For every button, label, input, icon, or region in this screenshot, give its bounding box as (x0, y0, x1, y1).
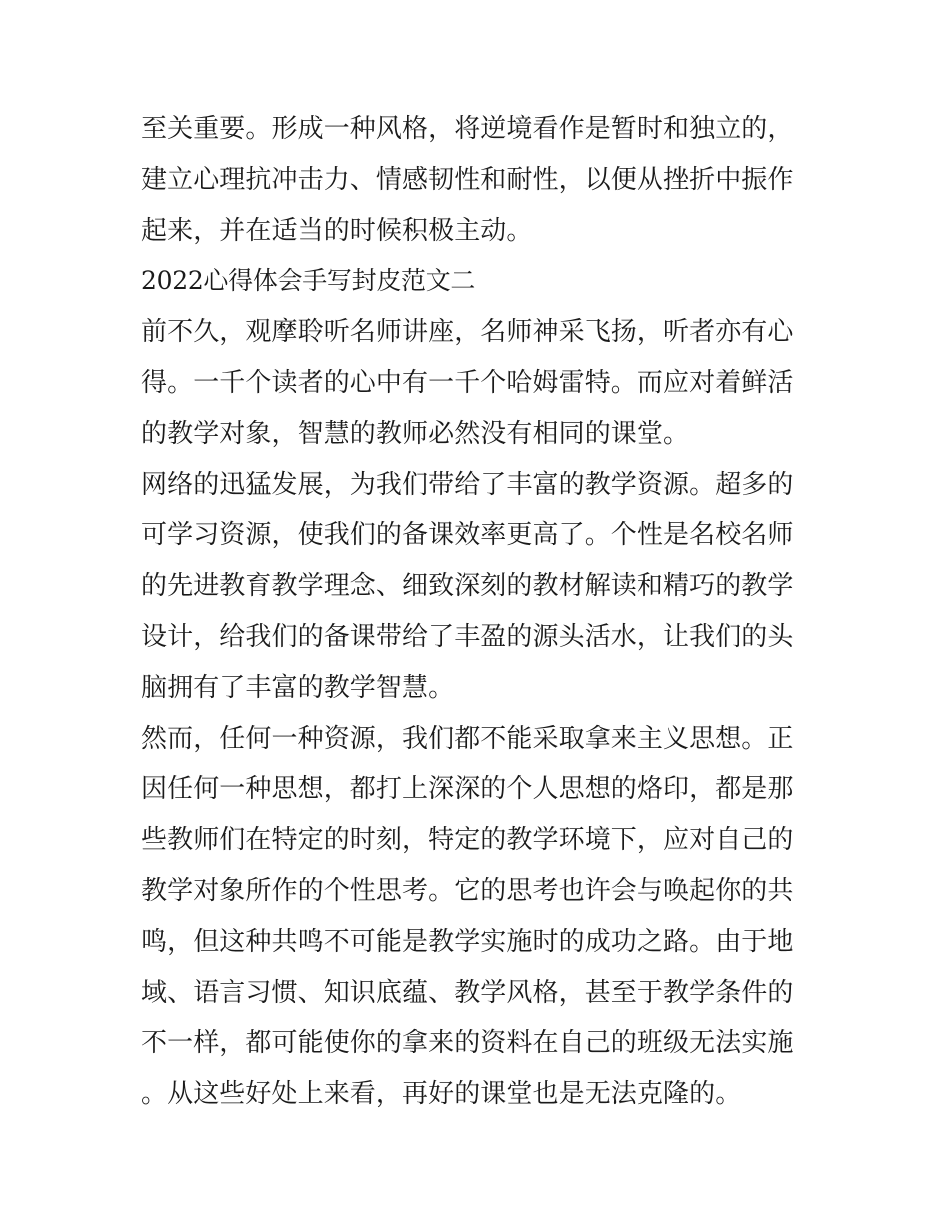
paragraph-no-copy: 然而，任何一种资源，我们都不能采取拿来主义思想。正因任何一种思想，都打上深深的个人思想的烙印，都是那些教师们在特定的时刻，特定的教学环境下，应对自己的教学对象所作的个性思考。它的思考也许会与唤起你的共鸣，但这种共鸣不可能是教学实施时的成功之路。由于地域、语言习惯、知识底蕴、教学风格，甚至于教学条件的不一样，都可能使你的拿来的资料在自己的班级无法实施。从这些好处上来看，再好的课堂也是无法克隆的。 (141, 723, 794, 1110)
paragraph-resources: 网络的迅猛发展，为我们带给了丰富的教学资源。超多的可学习资源，使我们的备课效率更高了。个性是名校名师的先进教育教学理念、细致深刻的教材解读和精巧的教学设计，给我们的备课带给了丰盈的源头活水，让我们的头脑拥有了丰富的教学智慧。 (141, 469, 794, 703)
document-body (141, 104, 813, 1120)
paragraph-resilience: 至关重要。形成一种风格，将逆境看作是暂时和独立的，建立心理抗冲击力、情感韧性和耐性，以便从挫折中振作起来，并在适当的时候积极主动。 (141, 114, 794, 246)
paragraph-lecture: 前不久，观摩聆听名师讲座，名师神采飞扬，听者亦有心得。一千个读者的心中有一千个哈姆雷特。而应对着鲜活的教学对象，智慧的教师必然没有相同的课堂。 (141, 317, 794, 449)
section-heading: 2022心得体会手写封皮范文二 (141, 266, 476, 296)
